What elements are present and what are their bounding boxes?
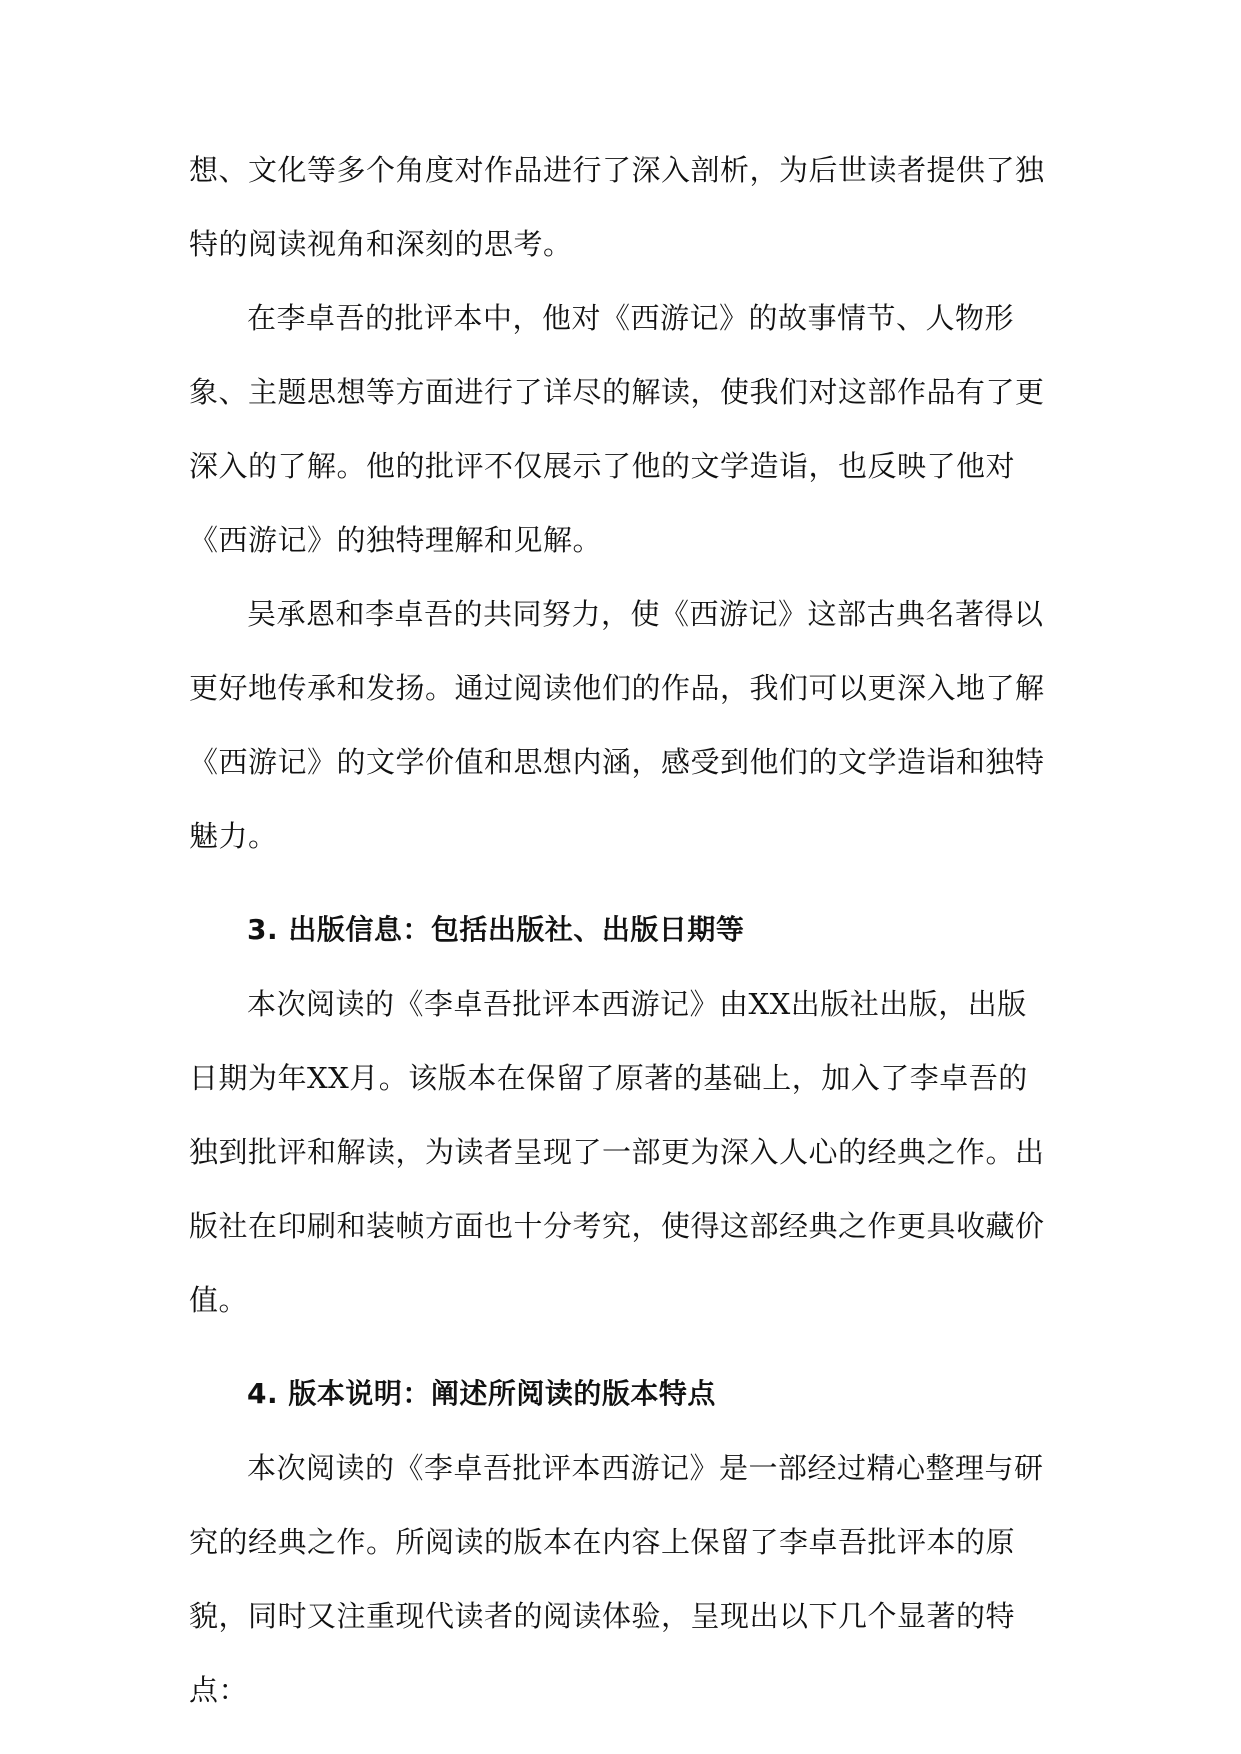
document-body — [189, 133, 1049, 1727]
paragraph-joint-effort: 吴承恩和李卓吾的共同努力，使《西游记》这部古典名著得以更好地传承和发扬。通过阅读他们的作品，我们可以更深入地了解《西游记》的文学价值和思想内涵，感受到他们的文学造诣和独特魅力。 — [189, 597, 1045, 853]
paragraph-li-zhuowu-critique: 在李卓吾的批评本中，他对《西游记》的故事情节、人物形象、主题思想等方面进行了详尽的解读，使我们对这部作品有了更深入的了解。他的批评不仅展示了他的文学造诣，也反映了他对《西游记》的独特理解和见解。 — [189, 301, 1045, 557]
section-4-heading: 4. 版本说明：阐述所阅读的版本特点 — [247, 1377, 716, 1410]
section-3-heading: 3. 出版信息：包括出版社、出版日期等 — [247, 913, 745, 946]
section-spacer — [189, 873, 1049, 893]
section-spacer — [189, 1337, 1049, 1357]
section-4-body: 本次阅读的《李卓吾批评本西游记》是一部经过精心整理与研究的经典之作。所阅读的版本在内容上保留了李卓吾批评本的原貌，同时又注重现代读者的阅读体验，呈现出以下几个显著的特点： — [189, 1451, 1044, 1707]
paragraph-continuation: 想、文化等多个角度对作品进行了深入剖析，为后世读者提供了独特的阅读视角和深刻的思考。 — [189, 153, 1045, 261]
section-3-body: 本次阅读的《李卓吾批评本西游记》由XX出版社出版，出版日期为年XX月。该版本在保留了原著的基础上，加入了李卓吾的独到批评和解读，为读者呈现了一部更为深入人心的经典之作。出版社在印刷和装帧方面也十分考究，使得这部经典之作更具收藏价值。 — [189, 987, 1045, 1317]
